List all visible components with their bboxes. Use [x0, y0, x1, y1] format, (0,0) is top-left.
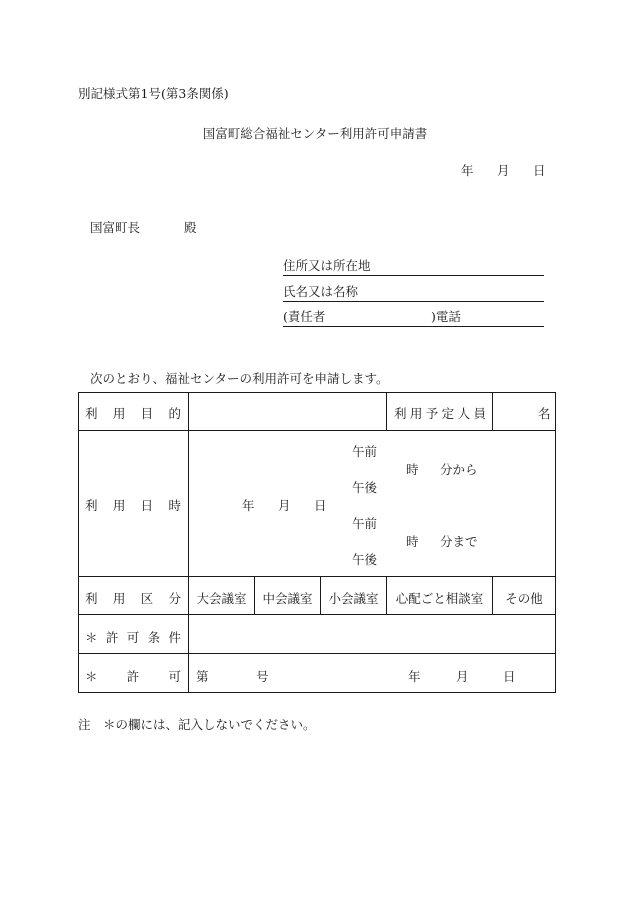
end-am: 午前: [352, 516, 378, 531]
conditions-area: [189, 615, 555, 653]
purpose-input[interactable]: [189, 393, 386, 430]
use-year: 年: [242, 498, 255, 513]
permit-number-suffix: 号: [256, 669, 269, 684]
room-option-other[interactable]: その他: [505, 591, 543, 606]
permit-label: ＊ 許 可: [85, 669, 181, 684]
responsible-phone-field[interactable]: [283, 309, 544, 327]
category-label: 利 用 区 分: [85, 591, 181, 606]
purpose-label: 利 用 目 的: [85, 406, 181, 421]
expected-users-label: 利 用 予 定 人 員: [394, 406, 486, 421]
end-until: 分まで: [440, 534, 478, 549]
use-month: 月: [278, 498, 291, 513]
room-option-counseling[interactable]: 心配ごと相談室: [395, 591, 484, 606]
application-table: [78, 392, 556, 693]
footnote: 注 ＊の欄には、記入しないでください。: [78, 717, 316, 732]
datetime-label: 利 用 日 時: [85, 498, 181, 513]
room-option-medium[interactable]: 中会議室: [262, 591, 313, 606]
permit-month: 月: [456, 669, 469, 684]
form-number: 別記様式第1号(第3条関係): [78, 86, 229, 101]
room-option-large[interactable]: 大会議室: [196, 591, 247, 606]
end-hour: 時: [406, 534, 419, 549]
phone-label: )電話: [431, 309, 461, 324]
permit-day: 日: [503, 669, 516, 684]
address-label: 住所又は所在地: [283, 258, 371, 273]
start-pm: 午後: [352, 480, 378, 495]
responsible-label: (責任者: [283, 309, 326, 324]
end-pm: 午後: [352, 552, 378, 567]
addressee-name: 国富町長: [90, 220, 141, 235]
permit-year: 年: [408, 669, 421, 684]
address-field[interactable]: [283, 258, 544, 276]
header-date-day: 日: [533, 163, 546, 178]
document-title: 国富町総合福祉センター利用許可申請書: [202, 126, 428, 141]
start-from: 分から: [440, 462, 478, 477]
permit-number-prefix: 第: [196, 669, 209, 684]
header-date-year: 年: [461, 163, 474, 178]
use-day: 日: [314, 498, 327, 513]
users-unit: 名: [538, 406, 551, 421]
name-field[interactable]: [283, 284, 544, 302]
conditions-label: ＊ 許 可 条 件: [85, 630, 181, 645]
start-am: 午前: [352, 444, 378, 459]
room-option-small[interactable]: 小会議室: [328, 591, 379, 606]
name-label: 氏名又は名称: [283, 284, 359, 299]
header-date-month: 月: [497, 163, 510, 178]
intro-text: 次のとおり、福祉センターの利用許可を申請します。: [90, 371, 389, 386]
start-hour: 時: [406, 462, 419, 477]
addressee-honorific: 殿: [184, 220, 197, 235]
